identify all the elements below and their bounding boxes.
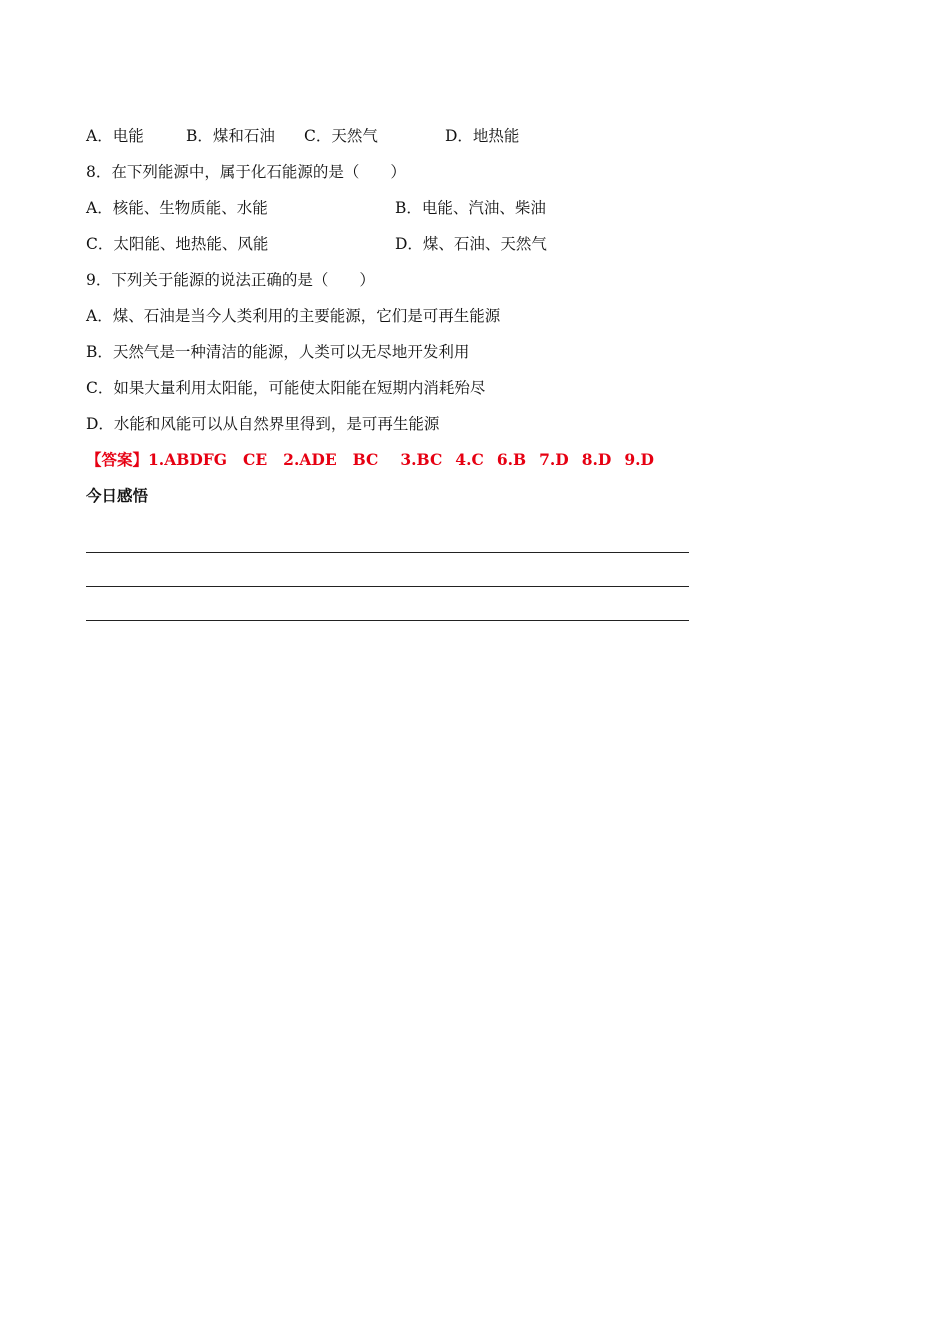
q8-options-row-2 [86, 226, 706, 262]
answer-item: 6.B [496, 450, 527, 469]
answer-item: 1.ABDFG [148, 450, 228, 469]
answer-item: 4.C [455, 450, 484, 469]
answer-item: 3.BC [400, 450, 443, 469]
q9-option-a: A．煤、石油是当今人类利用的主要能源，它们是可再生能源 [86, 307, 501, 325]
q8-option-c: C．太阳能、地热能、风能 [86, 235, 269, 253]
q8-options-row-1 [86, 190, 706, 226]
answer-item: 9.D [624, 450, 654, 469]
q8-option-b: B．电能、汽油、柴油 [395, 199, 546, 217]
q8-option-a: A．核能、生物质能、水能 [86, 199, 268, 217]
q7-options-row [86, 118, 706, 154]
answer-tag: 【答案】 [86, 451, 149, 469]
writing-line[interactable] [86, 519, 689, 553]
q7-option-d: D．地热能 [445, 127, 520, 145]
answer-item: 8.D [581, 450, 612, 469]
q9-option-c: C．如果大量利用太阳能，可能使太阳能在短期内消耗殆尽 [86, 379, 486, 397]
q9-stem: 9．下列关于能源的说法正确的是（ ） [86, 271, 375, 289]
answer-item: 7.D [539, 450, 569, 469]
answer-item: BC [352, 450, 379, 469]
q8-option-d: D．煤、石油、天然气 [395, 235, 547, 253]
q8-stem: 8．在下列能源中，属于化石能源的是（ ） [86, 163, 406, 181]
answer-line [86, 442, 706, 478]
q7-option-c: C．天然气 [304, 127, 378, 145]
reflection-writing-lines [86, 519, 706, 621]
writing-line[interactable] [86, 587, 689, 621]
reflection-heading: 今日感悟 [86, 487, 149, 505]
document-page [86, 118, 706, 621]
writing-line[interactable] [86, 553, 689, 587]
answer-item: CE [243, 450, 268, 469]
answer-item: 2.ADE [283, 450, 337, 469]
answer-items [148, 450, 667, 469]
q7-option-a: A．电能 [86, 127, 144, 145]
q7-option-b: B．煤和石油 [186, 127, 275, 145]
q9-option-b: B．天然气是一种清洁的能源，人类可以无尽地开发利用 [86, 343, 470, 361]
q9-option-d: D．水能和风能可以从自然界里得到，是可再生能源 [86, 415, 440, 433]
